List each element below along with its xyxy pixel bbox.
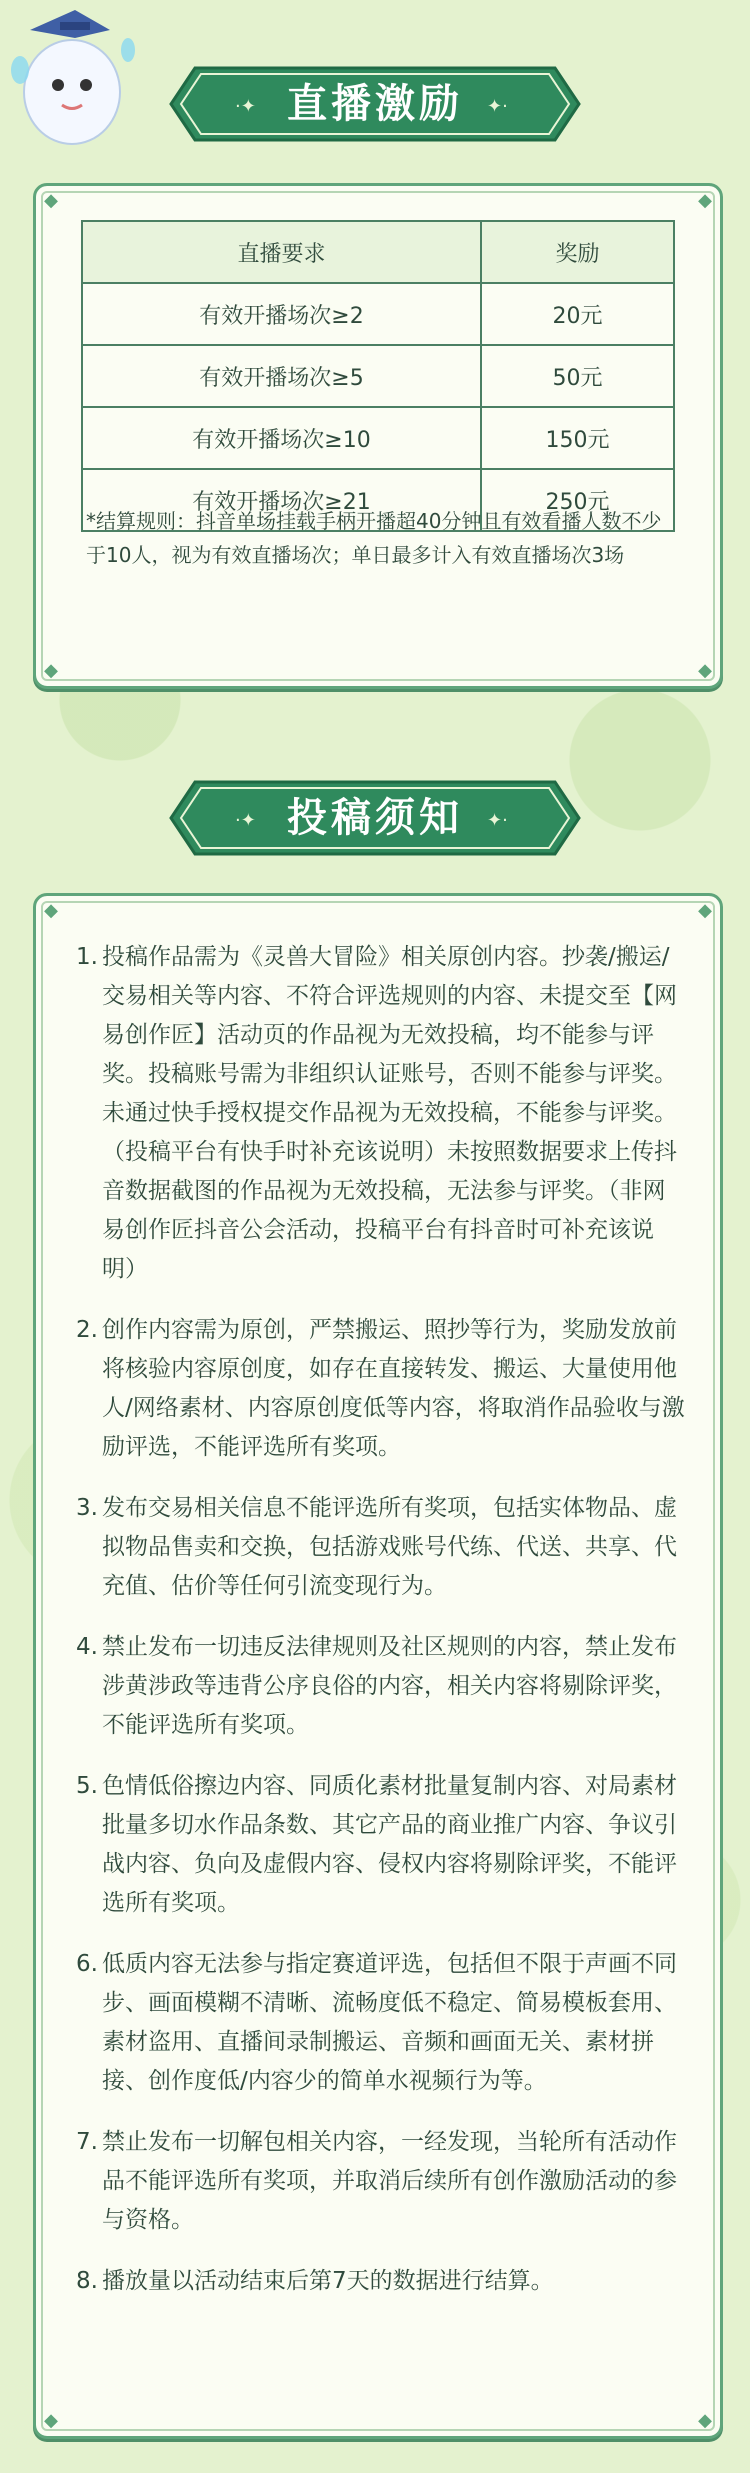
table-row — [82, 345, 674, 407]
reward-table — [81, 220, 675, 532]
list-item-number: 2. — [76, 1317, 98, 1343]
svg-text:✦·: ✦· — [487, 810, 508, 831]
list-item-text: 播放量以活动结束后第7天的数据进行结算。 — [102, 2268, 554, 2294]
svg-text:·✦: ·✦ — [235, 96, 256, 117]
list-item-text: 禁止发布一切解包相关内容，一经发现，当轮所有活动作品不能评选所有奖项，并取消后续所有创作激励活动的参与资格。 — [102, 2129, 677, 2233]
table-cell: 有效开播场次≥2 — [82, 283, 481, 345]
list-item-number: 1. — [76, 944, 98, 970]
list-item — [76, 1945, 686, 2101]
table-cell: 有效开播场次≥5 — [82, 345, 481, 407]
svg-text:✦·: ✦· — [487, 96, 508, 117]
corner-ornament-icon: ◆ — [44, 660, 58, 681]
table-cell: 20元 — [481, 283, 674, 345]
table-row — [82, 407, 674, 469]
section-title: 投稿须知 — [287, 795, 463, 841]
table-cell: 有效开播场次≥21 — [82, 469, 481, 531]
section-banner-submission — [165, 776, 585, 860]
list-item-text: 色情低俗擦边内容、同质化素材批量复制内容、对局素材批量多切水作品条数、其它产品的商业推广内容、争议引战内容、负向及虚假内容、侵权内容将剔除评奖，不能评选所有奖项。 — [102, 1773, 677, 1916]
column-header: 奖励 — [481, 221, 674, 283]
live-incentive-panel — [33, 183, 723, 689]
list-item — [76, 1628, 686, 1745]
list-item — [76, 1489, 686, 1606]
table-row — [82, 283, 674, 345]
list-item-number: 6. — [76, 1951, 98, 1977]
corner-ornament-icon: ◆ — [44, 190, 58, 211]
list-item-text: 创作内容需为原创，严禁搬运、照抄等行为，奖励发放前将核验内容原创度，如存在直接转发、搬运、大量使用他人/网络素材、内容原创度低等内容，将取消作品验收与激励评选，不能评选所有奖项。 — [102, 1317, 685, 1460]
list-item — [76, 1767, 686, 1923]
list-item-number: 8. — [76, 2268, 98, 2294]
list-item-text: 发布交易相关信息不能评选所有奖项，包括实体物品、虚拟物品售卖和交换，包括游戏账号代练、代送、共享、代充值、估价等任何引流变现行为。 — [102, 1495, 677, 1599]
section-title: 直播激励 — [287, 81, 463, 127]
list-item — [76, 1311, 686, 1467]
list-item-text: 禁止发布一切违反法律规则及社区规则的内容，禁止发布涉黄涉政等违背公序良俗的内容，相关内容将剔除评奖，不能评选所有奖项。 — [102, 1634, 677, 1738]
table-cell: 有效开播场次≥10 — [82, 407, 481, 469]
list-item-text: 低质内容无法参与指定赛道评选，包括但不限于声画不同步、画面模糊不清晰、流畅度低不稳定、简易模板套用、素材盗用、直播间录制搬运、音频和画面无关、素材拼接、创作度低/内容少的简单水视频行为等。 — [102, 1951, 677, 2094]
table-cell: 50元 — [481, 345, 674, 407]
svg-text:·✦: ·✦ — [235, 810, 256, 831]
list-item-number: 4. — [76, 1634, 98, 1660]
list-item — [76, 938, 686, 1289]
list-item — [76, 2262, 686, 2301]
section-banner-live — [165, 62, 585, 146]
table-cell: 250元 — [481, 469, 674, 531]
ghost-mascot-icon — [0, 0, 160, 160]
table-cell: 150元 — [481, 407, 674, 469]
corner-ornament-icon: ◆ — [698, 190, 712, 211]
rules-list — [76, 938, 686, 2301]
corner-ornament-icon: ◆ — [44, 900, 58, 921]
list-item-number: 7. — [76, 2129, 98, 2155]
list-item — [76, 2123, 686, 2240]
table-header-row — [82, 221, 674, 283]
submission-rules-panel — [33, 893, 723, 2439]
corner-ornament-icon: ◆ — [698, 660, 712, 681]
column-header: 直播要求 — [82, 221, 481, 283]
corner-ornament-icon: ◆ — [44, 2410, 58, 2431]
list-item-number: 3. — [76, 1495, 98, 1521]
corner-ornament-icon: ◆ — [698, 900, 712, 921]
list-item-number: 5. — [76, 1773, 98, 1799]
corner-ornament-icon: ◆ — [698, 2410, 712, 2431]
list-item-text: 投稿作品需为《灵兽大冒险》相关原创内容。抄袭/搬运/交易相关等内容、不符合评选规则的内容、未提交至【网易创作匠】活动页的作品视为无效投稿，均不能参与评奖。投稿账号需为非组织认证账号，否则不能参与评奖。未通过快手授权提交作品视为无效投稿，不能参与评奖。（投稿平台有快手时补充该说明）未按照数据要求上传抖音数据截图的作品视为无效投稿，无法参与评奖。（非网易创作匠抖音公会活动，投稿平台有抖音时可补充该说明） — [102, 944, 677, 1282]
settlement-note: *结算规则：抖音单场挂载手柄开播超40分钟且有效看播人数不少于10人，视为有效直播场次；单日最多计入有效直播场次3场 — [86, 509, 662, 567]
